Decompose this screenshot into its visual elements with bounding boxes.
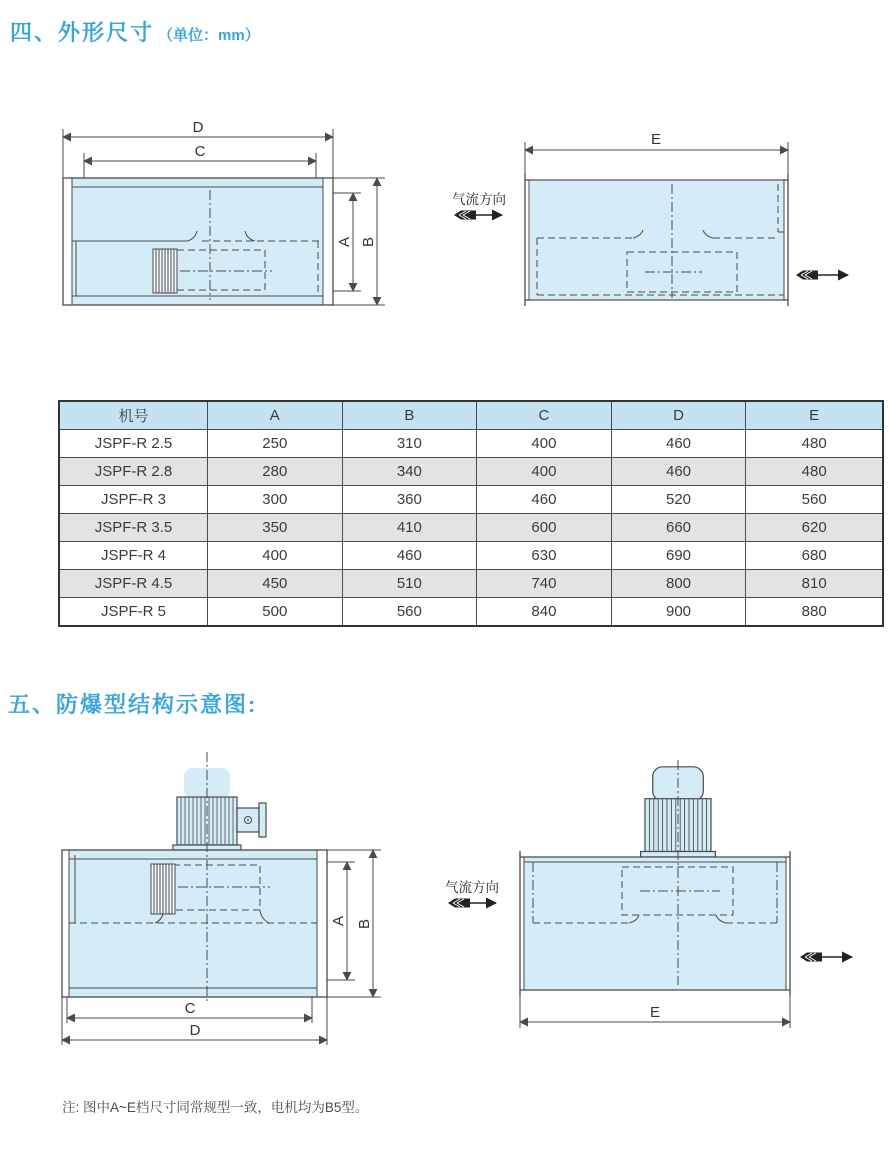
dimension-value-cell: 660	[611, 514, 746, 542]
airflow-arrow-icon	[448, 899, 496, 908]
dimension-value-cell: 360	[342, 486, 477, 514]
section-title-text: 五、防爆型结构示意图:	[8, 692, 258, 717]
airflow-label: 气流方向	[452, 192, 506, 207]
size-table-body	[59, 430, 883, 627]
impeller-hatch	[151, 864, 175, 914]
dimension-value-cell: 300	[208, 486, 343, 514]
model-name-cell: JSPF-R 3	[59, 486, 208, 514]
dimension-value-cell: 900	[611, 598, 746, 627]
dim-label-B: B	[356, 918, 373, 930]
dimension-value-cell: 810	[746, 570, 883, 598]
dimension-value-cell: 460	[611, 458, 746, 486]
junction-box	[237, 803, 266, 837]
header-model: 机号	[59, 401, 208, 430]
dim-label-A: A	[336, 236, 353, 248]
table-row	[59, 514, 883, 542]
dimension-value-cell: 250	[208, 430, 343, 458]
dim-label-D: D	[189, 1022, 201, 1039]
dimension-value-cell: 620	[746, 514, 883, 542]
dimension-value-cell: 310	[342, 430, 477, 458]
dimension-C	[67, 997, 312, 1023]
dimension-value-cell: 690	[611, 542, 746, 570]
dimension-value-cell: 480	[746, 430, 883, 458]
table-header-row	[59, 401, 883, 430]
dimension-value-cell: 410	[342, 514, 477, 542]
table-row	[59, 598, 883, 627]
dimension-value-cell: 840	[477, 598, 612, 627]
dim-label-C: C	[194, 143, 206, 160]
dim-label-C: C	[184, 1000, 196, 1017]
dimension-value-cell: 400	[477, 430, 612, 458]
dimension-value-cell: 510	[342, 570, 477, 598]
table-row	[59, 542, 883, 570]
dimension-value-cell: 560	[746, 486, 883, 514]
section-title-text: 四、外形尺寸	[10, 20, 155, 45]
dimension-value-cell: 500	[208, 598, 343, 627]
dimension-value-cell: 800	[611, 570, 746, 598]
dim-label-E: E	[649, 1004, 661, 1021]
header-A: A	[208, 401, 343, 430]
dimension-C	[84, 143, 316, 178]
model-name-cell: JSPF-R 4	[59, 542, 208, 570]
diagram-regular-front-view	[40, 95, 400, 330]
dimension-value-cell: 280	[208, 458, 343, 486]
dimension-value-cell: 520	[611, 486, 746, 514]
header-E: E	[746, 401, 883, 430]
table-row	[59, 570, 883, 598]
section-title-explosion-proof	[8, 688, 257, 719]
airflow-label: 气流方向	[445, 880, 499, 895]
table-row	[59, 486, 883, 514]
dimension-value-cell: 740	[477, 570, 612, 598]
model-name-cell: JSPF-R 3.5	[59, 514, 208, 542]
fan-box-outline	[525, 174, 788, 306]
dimension-value-cell: 350	[208, 514, 343, 542]
diagram-explosion-proof-side-view	[430, 752, 890, 1052]
dimension-A	[333, 193, 361, 291]
dimension-value-cell: 880	[746, 598, 883, 627]
dimension-value-cell: 460	[477, 486, 612, 514]
dim-label-D: D	[192, 119, 204, 136]
dimension-value-cell: 340	[342, 458, 477, 486]
footnote: 注: 图中A~E档尺寸同常规型一致，电机均为B5型。	[62, 1100, 369, 1115]
model-name-cell: JSPF-R 5	[59, 598, 208, 627]
dimension-E	[520, 996, 790, 1028]
dimension-value-cell: 560	[342, 598, 477, 627]
airflow-direction	[445, 879, 499, 908]
dimension-value-cell: 600	[477, 514, 612, 542]
airflow-arrow-icon	[454, 211, 502, 220]
table-row	[59, 458, 883, 486]
unit-note: （单位：mm）	[158, 27, 260, 44]
airflow-direction	[452, 191, 506, 220]
dimension-table	[58, 400, 884, 627]
outlet-arrow-icon	[796, 271, 848, 280]
model-name-cell: JSPF-R 4.5	[59, 570, 208, 598]
header-D: D	[611, 401, 746, 430]
model-name-cell: JSPF-R 2.8	[59, 458, 208, 486]
dim-label-B: B	[360, 236, 377, 248]
dimension-value-cell: 400	[477, 458, 612, 486]
dimension-A	[327, 862, 355, 980]
dimension-value-cell: 460	[342, 542, 477, 570]
diagram-regular-side-view	[440, 120, 890, 330]
dimension-E	[525, 131, 788, 174]
dim-label-E: E	[650, 131, 662, 148]
header-C: C	[477, 401, 612, 430]
impeller-hatch	[153, 249, 177, 293]
table-row	[59, 430, 883, 458]
section-title-dimensions	[10, 16, 260, 47]
dimension-value-cell: 450	[208, 570, 343, 598]
dimension-value-cell: 480	[746, 458, 883, 486]
model-name-cell: JSPF-R 2.5	[59, 430, 208, 458]
diagram-explosion-proof-front-view	[25, 750, 405, 1060]
motor	[173, 768, 266, 850]
dimension-value-cell: 680	[746, 542, 883, 570]
dim-label-A: A	[330, 915, 347, 927]
dimension-value-cell: 630	[477, 542, 612, 570]
dimension-value-cell: 460	[611, 430, 746, 458]
outlet-arrow-icon	[800, 953, 852, 962]
dimension-value-cell: 400	[208, 542, 343, 570]
header-B: B	[342, 401, 477, 430]
